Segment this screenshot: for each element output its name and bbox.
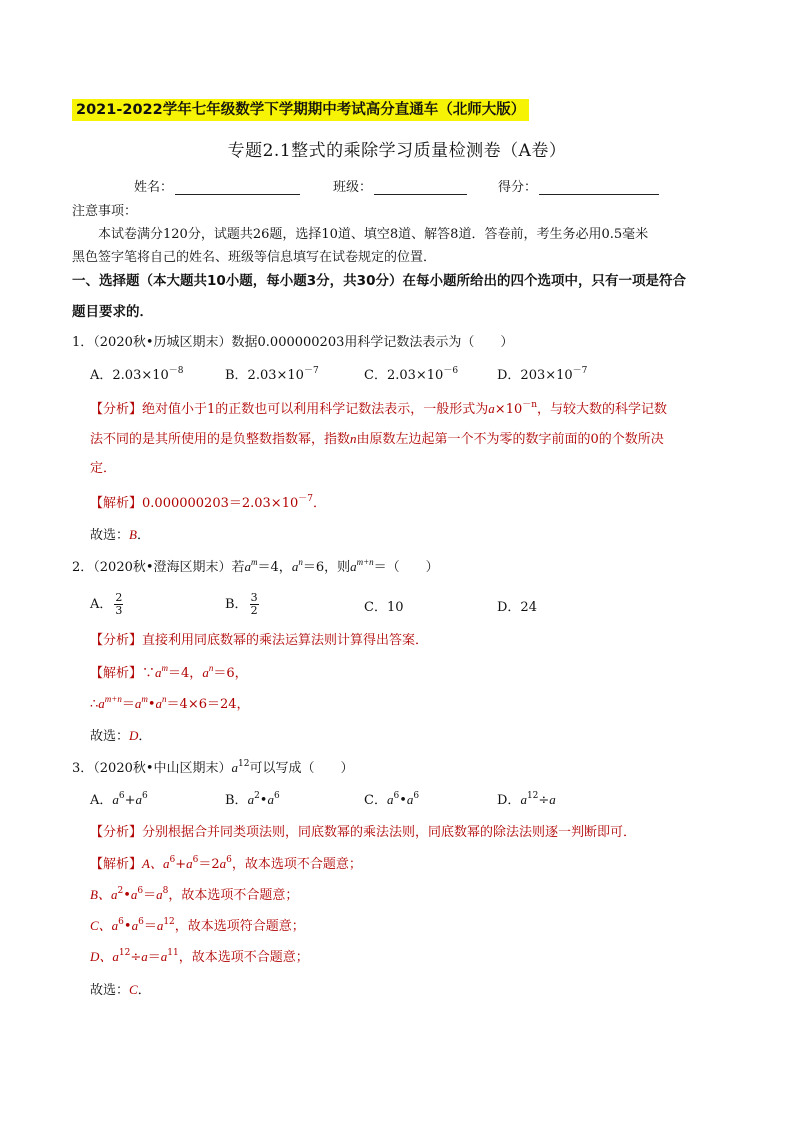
score-field[interactable]: [498, 176, 659, 195]
class-label: 班级：: [333, 180, 373, 195]
section-heading-cont: 题目要求的．: [72, 304, 153, 320]
q2-solution: 【解析】$\because a^m=4$，$a^n=6$，: [90, 663, 248, 681]
name-label: 姓名：: [134, 180, 174, 195]
q1-analysis-line-3: 定．: [90, 461, 117, 476]
q3-answer: 故选：C．: [90, 982, 151, 998]
q3-analysis: 【分析】分别根据合并同类项法则，同底数幂的乘法法则，同底数幂的除法法则逐一判断即可．: [90, 825, 637, 840]
q1-option-a[interactable]: A．$2.03\times 10^{-8}$: [90, 366, 184, 383]
q3-solution-d: D、$a^{12}\div a=a^{11}$，故本选项不合题意；: [90, 948, 309, 965]
q1-solution: 【解析】$0.000000203=2.03\times 10^{-7}$．: [90, 494, 326, 511]
q3-option-d[interactable]: D．$a^{12}\div a$: [497, 791, 556, 808]
section-heading: 一、选择题（本大题共10小题，每小题3分，共30分）在每小题所给出的四个选项中，只有一项是符合: [72, 273, 686, 289]
q3-solution-b: B、$a^2•a^6=a^8$，故本选项不合题意；: [90, 886, 299, 903]
name-field[interactable]: [134, 176, 300, 195]
score-blank[interactable]: [539, 179, 659, 195]
notice-line-1: 本试卷满分120分，试题共26题，选择10道、填空8道、解答8道．答卷前，考生务必用0.5毫米: [98, 227, 649, 242]
fraction: $\frac{3}{2}$: [250, 591, 258, 617]
q2-analysis: 【分析】直接利用同底数幂的乘法运算法则计算得出答案．: [90, 633, 429, 648]
series-banner: 2021-2022学年七年级数学下学期期中考试高分直通车（北师大版）: [72, 99, 529, 121]
q3-stem: 3．（2020秋•中山区期末）$a^{12}$可以写成（ ）: [72, 759, 354, 776]
score-label: 得分：: [498, 180, 538, 195]
q3-option-c[interactable]: C．$a^6•a^6$: [364, 791, 420, 808]
class-blank[interactable]: [374, 179, 467, 195]
q2-option-b[interactable]: B． $\frac{3}{2}$: [225, 591, 258, 617]
q2-option-d[interactable]: D．24: [497, 600, 537, 615]
q1-analysis: 【分析】绝对值小于1的正数也可以利用科学记数法表示，一般形式为$a\times 10^{-n}$，与较大数的科学记数: [90, 400, 668, 417]
q2-stem: 2．（2020秋•澄海区期末）若$a^m=4$，$a^n=6$，则$a^{m+n}=$（ ）: [72, 557, 439, 575]
notice-heading: 注意事项：: [72, 204, 138, 219]
q2-answer: 故选：D．: [90, 728, 152, 744]
q1-answer: 故选：B．: [90, 527, 150, 543]
q1-stem: 1．（2020秋•历城区期末）数据0.000000203用科学记数法表示为（ ）: [72, 335, 514, 350]
q1-option-c[interactable]: C．$2.03\times 10^{-6}$: [364, 366, 459, 383]
q3-solution: 【解析】A、$a^6+a^6=2a^6$，故本选项不合题意；: [90, 855, 362, 872]
page-title: 专题2.1整式的乘除学习质量检测卷（A卷）: [227, 141, 567, 161]
q2-option-c[interactable]: C．10: [364, 600, 404, 615]
q2-solution-line-2: $\therefore a^{m+n}=a^m•a^n=4\times 6=24$，: [90, 694, 250, 712]
class-field[interactable]: [333, 176, 467, 195]
fraction: $\frac{2}{3}$: [115, 591, 123, 617]
q3-option-a[interactable]: A．$a^6+a^6$: [90, 791, 148, 808]
q2-option-a[interactable]: A． $\frac{2}{3}$: [90, 591, 123, 617]
q1-analysis-line-2: 法不同的是其所使用的是负整数指数幂，指数n由原数左边起第一个不为零的数字前面的0的个数所决: [90, 431, 664, 447]
q1-option-b[interactable]: B．$2.03\times 10^{-7}$: [225, 366, 319, 383]
q3-option-b[interactable]: B．$a^2•a^6$: [225, 791, 280, 808]
name-blank[interactable]: [175, 179, 300, 195]
q3-solution-c: C、$a^6•a^6=a^{12}$，故本选项符合题意；: [90, 917, 305, 934]
notice-line-2: 黑色签字笔将自己的姓名、班级等信息填写在试卷规定的位置．: [72, 250, 437, 265]
q1-option-d[interactable]: D．$203\times 10^{-7}$: [497, 366, 588, 383]
